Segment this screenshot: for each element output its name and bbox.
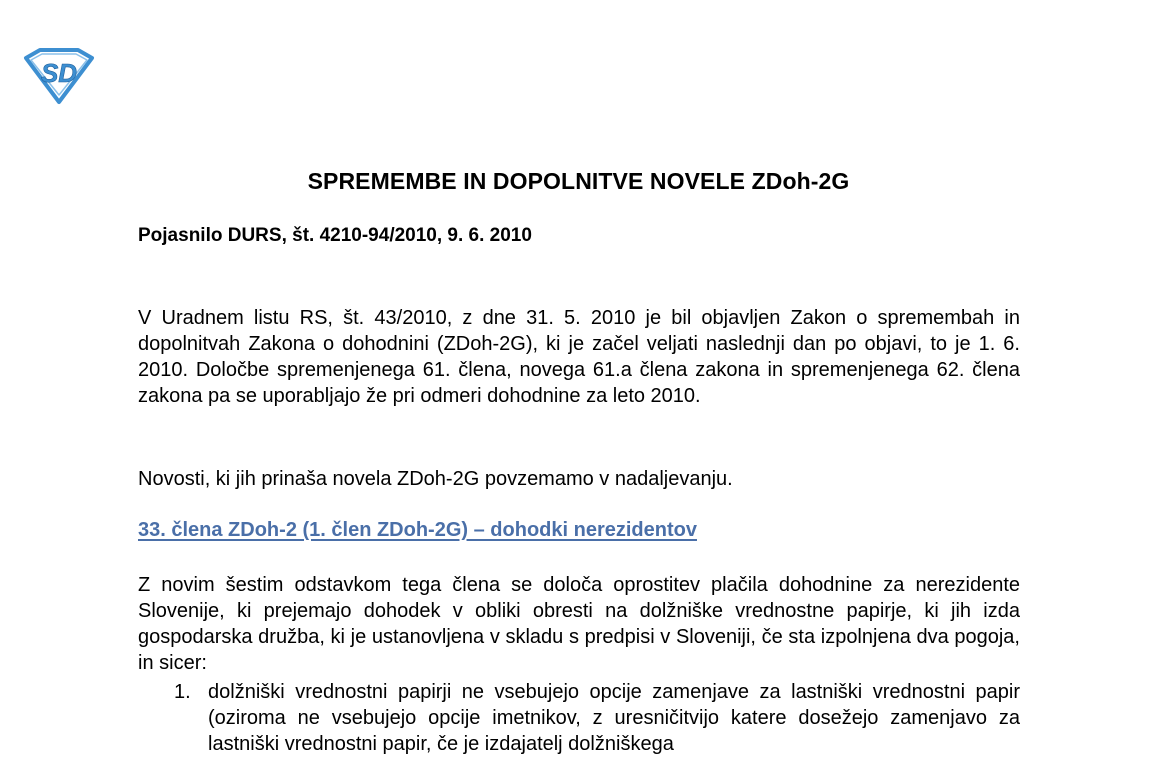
sd-shield-logo-icon bbox=[22, 48, 96, 104]
summary-paragraph: Novosti, ki jih prinaša novela ZDoh-2G povzemamo v nadaljevanju. bbox=[138, 468, 733, 490]
list-item-number: 1. bbox=[174, 681, 191, 703]
list-item bbox=[138, 679, 1020, 757]
logo-letters: SD bbox=[40, 58, 78, 88]
document-title: SPREMEMBE IN DOPOLNITVE NOVELE ZDoh-2G bbox=[307, 168, 850, 194]
section-paragraph: Z novim šestim odstavkom tega člena se določa oprostitev plačila dohodnine za nerezidente Slovenije, ki prejemajo dohodek v obliki obresti na dolžniške vrednostne papirje, ki jih izda gospodarska družba, ki je ustanovljena v skladu s predpisi v Sloveniji, če sta izpolnjena dva pogoja, in sicer: bbox=[138, 574, 1020, 674]
intro-paragraph: V Uradnem listu RS, št. 43/2010, z dne 31. 5. 2010 je bil objavljen Zakon o spremembah in dopolnitvah Zakona o dohodnini (ZDoh-2G), ki je začel veljati naslednji dan po objavi, to je 1. 6. 2010. Določbe spremenjenega 61. člena, novega 61.a člena zakona in spremenjenega 62. člena zakona pa se uporabljajo že pri odmeri dohodnine za leto 2010. bbox=[138, 307, 1020, 407]
section-heading-link[interactable]: 33. člena ZDoh-2 (1. člen ZDoh-2G) – dohodki nerezidentov bbox=[138, 519, 697, 541]
document-subtitle: Pojasnilo DURS, št. 4210-94/2010, 9. 6. 2010 bbox=[138, 225, 532, 246]
list-item-text: dolžniški vrednostni papirji ne vsebujejo opcije zamenjave za lastniški vrednostni papir (oziroma ne vsebujejo opcije imetnikov, z uresničitvijo katere dosežejo zamenjavo za lastniški vrednostni papir, če je izdajatelj dolžniškega bbox=[208, 681, 1020, 755]
conditions-list bbox=[138, 679, 1020, 757]
